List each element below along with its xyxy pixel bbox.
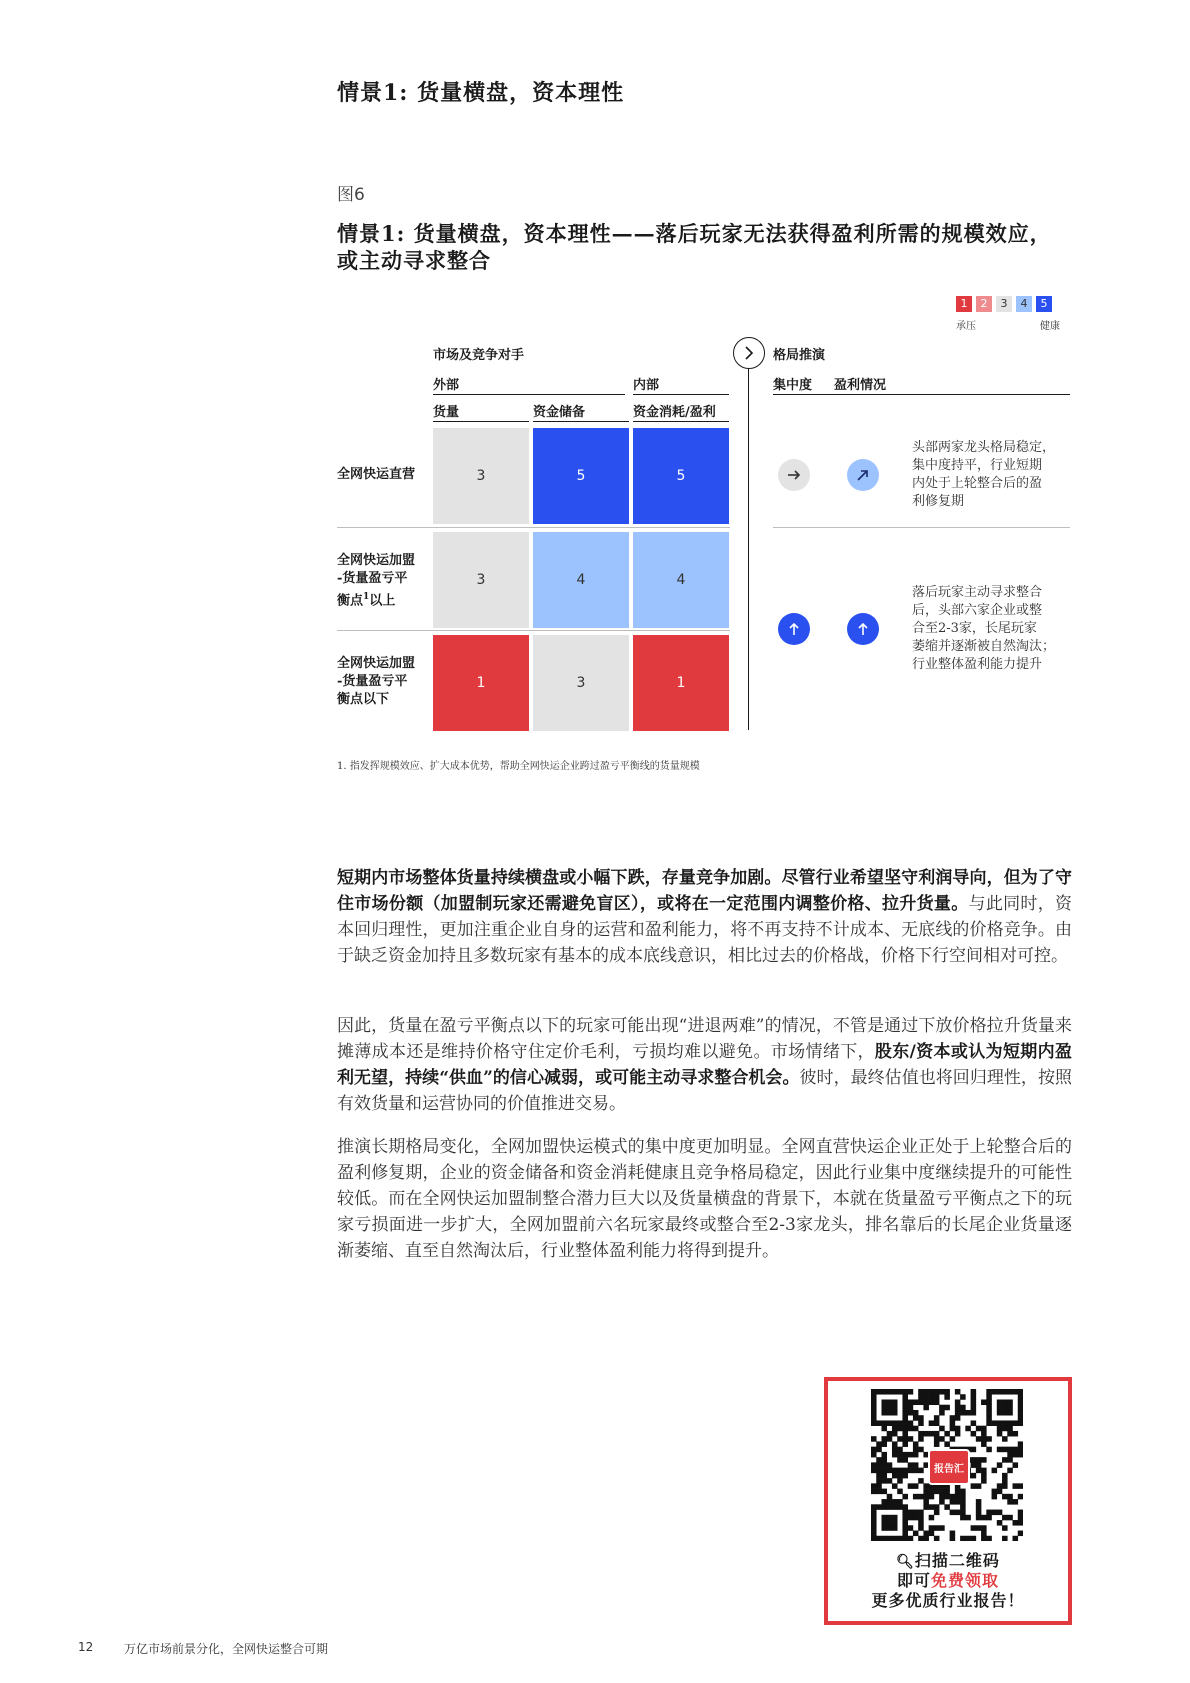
page-number: 12 — [78, 1640, 94, 1654]
matrix-cell: 3 — [433, 532, 529, 628]
qr-line-3: 更多优质行业报告！ — [871, 1591, 1025, 1610]
footer-text: 万亿市场前景分化，全网快运整合可期 — [124, 1642, 329, 1656]
legend-item-5: 5 — [1036, 296, 1052, 312]
vertical-divider — [748, 368, 749, 730]
chevron-right-icon — [733, 337, 765, 369]
qr-code[interactable] — [871, 1389, 1023, 1541]
qr-line-2: 即可免费领取 — [896, 1571, 1000, 1590]
matrix-cell: 4 — [633, 532, 729, 628]
search-icon: 🔍︎ — [896, 1554, 915, 1570]
matrix-cell: 5 — [633, 428, 729, 524]
column-rule-2 — [533, 421, 629, 422]
qr-badge: 报告汇 — [928, 1449, 970, 1485]
legend-item-4: 4 — [1016, 296, 1032, 312]
internal-header: 内部 — [633, 378, 660, 393]
outlook-header: 格局推演 — [773, 348, 826, 363]
legend-item-3: 3 — [996, 296, 1012, 312]
external-rule — [433, 394, 625, 395]
row-label-franchise-below: 全网快运加盟 -货量盈亏平 衡点以下 — [337, 656, 416, 707]
footnote-marker: 1 — [363, 592, 370, 602]
arrow-up-right-icon — [847, 459, 879, 491]
legend-high-label: 健康 — [1040, 321, 1060, 332]
internal-rule — [633, 394, 729, 395]
section-title: 情景1: 货量横盘，资本理性 — [337, 80, 625, 106]
figure-label: 图6 — [337, 185, 365, 205]
arrow-up-icon — [778, 613, 810, 645]
arrow-right-icon — [778, 459, 810, 491]
qr-line-1: 🔍︎扫描二维码 — [896, 1551, 1000, 1570]
external-header: 外部 — [433, 378, 460, 393]
outlook-col-profit: 盈利情况 — [834, 378, 887, 393]
matrix-group-header: 市场及竞争对手 — [433, 348, 525, 363]
outlook-row-separator — [773, 527, 1070, 528]
legend-low-label: 承压 — [956, 321, 976, 332]
outlook-col-concentration: 集中度 — [773, 378, 813, 393]
legend-item-1: 1 — [956, 296, 972, 312]
legend-scale — [956, 296, 1052, 312]
column-header-capital-burn: 资金消耗/盈利 — [633, 405, 716, 420]
qr-promo-box[interactable] — [824, 1377, 1072, 1625]
arrow-up-icon — [847, 613, 879, 645]
figure-title-line1: 情景1: 货量横盘，资本理性——落后玩家无法获得盈利所需的规模效应， — [337, 221, 1052, 246]
paragraph-3: 推演长期格局变化，全网加盟快运模式的集中度更加明显。全网直营快运企业正处于上轮整合后的盈利修复期，企业的资金储备和资金消耗健康且竞争格局稳定，因此行业集中度继续提升的可能性较低。而在全网快运加盟制整合潜力巨大以及货量横盘的背景下，本就在货量盈亏平衡点之下的玩家亏损面进一步扩大，全网加盟前六名玩家最终或整合至2-3家龙头，排名靠后的长尾企业货量逐渐萎缩、直至自然淘汰后，行业整体盈利能力将得到提升。 — [337, 1137, 1072, 1261]
row-separator-2 — [337, 630, 730, 631]
column-rule-3 — [633, 421, 729, 422]
matrix-cell: 5 — [533, 428, 629, 524]
matrix-cell: 1 — [433, 635, 529, 731]
paragraph-2: 因此，货量在盈亏平衡点以下的玩家可能出现“进退两难”的情况，不管是通过下放价格拉升货量来摊薄成本还是维持价格守住定价毛利，亏损均难以避免。市场情绪下，股东/资本或认为短期内盈利无望，持续“供血”的信心减弱，或可能主动寻求整合机会。彼时，最终估值也将回归理性，按照有效货量和运营协同的价值推进交易。 — [337, 1016, 1073, 1114]
column-header-volume: 货量 — [433, 405, 460, 420]
matrix-cell: 4 — [533, 532, 629, 628]
matrix-cell: 3 — [433, 428, 529, 524]
figure-title — [337, 220, 1077, 274]
legend-item-2: 2 — [976, 296, 992, 312]
outlook-note-2: 落后玩家主动寻求整合 后，头部六家企业或整 合至2-3家，长尾玩家 萎缩并逐渐被自然淘汰； 行业整体盈利能力提升 — [912, 585, 1056, 672]
matrix-cell: 1 — [633, 635, 729, 731]
row-label-direct: 全网快运直营 — [337, 467, 416, 482]
column-rule-1 — [433, 421, 529, 422]
footnote: 1. 指发挥规模效应、扩大成本优势，帮助全网快运企业跨过盈亏平衡线的货量规模 — [337, 761, 700, 772]
row-separator-1 — [337, 527, 730, 528]
figure-title-line2: 或主动寻求整合 — [337, 248, 491, 273]
matrix-cell: 3 — [533, 635, 629, 731]
outlook-rule — [773, 394, 1070, 395]
row-label-franchise-above: 全网快运加盟 -货量盈亏平 衡点$^1$以上 — [337, 553, 416, 609]
paragraph-1: 短期内市场整体货量持续横盘或小幅下跌，存量竞争加剧。尽管行业希望坚守利润导向，但为了守住市场份额（加盟制玩家还需避免盲区），或将在一定范围内调整价格、拉升货量。与此同时，资本回归理性，更加注重企业自身的运营和盈利能力，将不再支持不计成本、无底线的价格竞争。由于缺乏资金加持且多数玩家有基本的成本底线意识，相比过去的价格战，价格下行空间相对可控。 — [337, 868, 1073, 966]
column-header-capital-reserve: 资金储备 — [533, 405, 586, 420]
outlook-note-1: 头部两家龙头格局稳定， 集中度持平，行业短期 内处于上轮整合后的盈 利修复期 — [912, 440, 1056, 509]
